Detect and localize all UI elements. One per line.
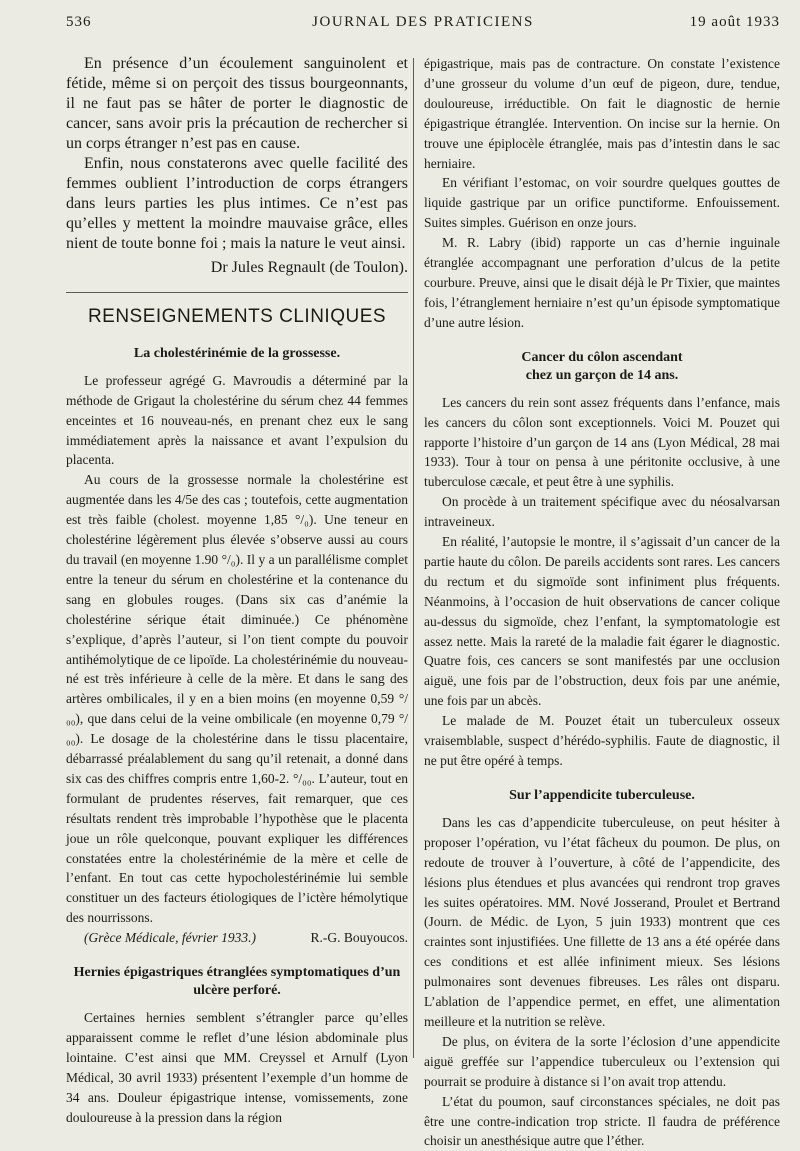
page-header [66, 14, 780, 38]
article-paragraph: Les cancers du rein sont assez fréquents dans l’enfance, mais les cancers du côlon sont exceptionnels. Voici M. Pouzet qui rapporte l’histoire d’un garçon de 14 ans (Lyon Médical, 28 mai 1933). Tour à tour on pensa à une péritonite occlusive, à une tuberculose cæcale, et peut être à une syphilis. [424, 394, 780, 490]
article-paragraph: Au cours de la grossesse normale la cholestérine est augmentée dans les 4/5e des cas ; toutefois, cette augmentation est très faible (cholest. moyenne 1,85 °/₀). Une teneur en cholestérine légèrement plus élevée s’observe aussi au cours du travail (en moyenne 1.90 °/₀). Il y a un parallélisme complet entre la teneur du sérum en cholestérine et la contenance du sang en globules rouges. (Dans six cas d’anémie la cholestérine sérique était diminuée.) Ce phénomène s’explique, d’après l’auteur, si l’on tient compte du pouvoir antihémolytique de ce lipoïde. La cholestérinémie du nouveau-né est très inférieure à celle de la mère. Et dans le sang des artères ombilicales, il y en a bien moins (en moyenne 0,59 °/₀₀), que dans celui de la veine ombilicale (en moyenne 0,79 °/₀₀). Le dosage de la cholestérine dans le tissu placentaire, débarrassé préalablement du sang qu’il retenait, a donné dans six cas des chiffres compris entre 1,60-2. °/₀₀. L’auteur, tout en formulant de prudentes réserves, fait remarquer, que ces résultats rendent très improbable l’hypothèse que le placenta joue un rôle quelconque, pouvant expliquer les différences constatées entre la cholestérinémie de la mère et celle de l’enfant. En tout cas cette hypocholestérinémie lui semble constituer un des facteurs étiologiques de l’ictère hémolytique des nourrissons. [66, 472, 408, 926]
page-number: 536 [66, 14, 92, 30]
title-line-2: chez un garçon de 14 ans. [525, 367, 679, 383]
intro-paragraph-1: En présence d’un écoulement sanguinolent et fétide, même si on perçoit des tissus bourgeonnants, il ne faut pas se hâter de porter le diagnostic de cancer, sans avoir pris la précaution de rechercher si un corps étranger n’est pas en cause. [66, 55, 408, 152]
issue-date: 19 août 1933 [689, 14, 780, 30]
article-title-cancer-colon [424, 349, 780, 385]
article-paragraph: Le professeur agrégé G. Mavroudis a déterminé par la méthode de Grigaut la cholestérine du sérum chez 44 femmes enceintes et 16 nouveau-nés, en prenant chez eux le sang immédiatement après la naissance et avant l’expulsion du placenta. [66, 372, 408, 468]
citation-source: (Grèce Médicale, février 1933.) [84, 930, 257, 946]
article-paragraph: Le malade de M. Pouzet était un tuberculeux osseux vraisemblable, suspect d’hérédo-syphilis. Faute de diagnostic, il ne put être opéré à temps. [424, 713, 780, 768]
journal-title: JOURNAL DES PRATICIENS [312, 14, 534, 30]
article-paragraph: En réalité, l’autopsie le montre, il s’agissait d’un cancer de la partie haute du côlon. De pareils accidents sont rares. Les cancers du rectum et du sigmoïde sont infiniment plus fréquents. Néanmoins, à l’occasion de huit observations de cancer colique au-dessus du sigmoïde, chez l’enfant, la symptomatologie est assez nette. Mais la rareté de la maladie fait égarer le diagnostic. Quatre fois, ces cancers se sont manifestés par une occlusion aiguë, une fois par de l’obstruction, deux fois par une anémie, une fois par un abcès. [424, 534, 780, 709]
article-paragraph: L’état du poumon, sauf circonstances spéciales, ne doit pas être une contre-indication trop stricte. Il faudra de préférence choisir un anesthésique autre que l’éther. [424, 1093, 780, 1149]
column-divider [413, 58, 414, 1058]
article-paragraph: Certaines hernies semblent s’étrangler parce qu’elles apparaissent comme le reflet d’une lésion abdominale plus lointaine. C’est ainsi que MM. Creyssel et Arnulf (Lyon Médical, 30 avril 1933) présentent l’exemple d’un homme de 34 ans. Douleur épigastrique intense, vomissements, zone douloureuse à la pression dans la région [66, 1010, 408, 1125]
right-column [424, 54, 780, 1151]
article-title-appendicite: Sur l’appendicite tuberculeuse. [509, 787, 695, 803]
article-paragraph: M. R. Labry (ibid) rapporte un cas d’hernie inguinale étranglée accompagnant une perforation d’ulcus de la petite courbure. Preuve, ainsi que le disait déjà le Pr Tixier, que maintes fois, l’étranglement herniaire n’est qu’un épisode symptomatique d’une autre lésion. [424, 235, 780, 330]
author-signature: Dr Jules Regnault (de Toulon). [210, 259, 408, 276]
article-paragraph: De plus, on évitera de la sorte l’éclosion d’une appendicite aiguë greffée sur l’appendice tuberculeux ou l’extension qui pourrait se produire à distance si l’on avait trop attendu. [424, 1033, 780, 1089]
section-title: RENSEIGNEMENTS CLINIQUES [87, 305, 387, 327]
article-paragraph: Dans les cas d’appendicite tuberculeuse, on peut hésiter à proposer l’opération, vu l’état fâcheux du poumon. De plus, on redoute de trouver à l’ouverture, à côté de l’appendicite, des lésions plus étendues et plus avancées qui rendront trop graves les suites opératoires. MM. Nové Josserand, Proulet et Bertrand (Journ. de Médic. de Lyon, 5 juin 1933) montrent que ces craintes sont injustifiées. Une fillette de 13 ans a été opérée dans ces conditions et est allée infiniment mieux. Ses lésions pulmonaires sont devenues fibreuses. Les râles ont disparu. L’ablation de l’appendice permet, en effet, une alimentation meilleure et la nutrition se relève. [424, 814, 780, 1029]
section-rule [66, 292, 408, 293]
article-title-cholesterinemie: La cholestérinémie de la grossesse. [133, 345, 341, 361]
title-line-1: Cancer du côlon ascendant [521, 349, 683, 365]
article-paragraph: On procède à un traitement spécifique avec du néosalvarsan intraveineux. [424, 494, 780, 530]
citation-author: R.-G. Bouyoucos. [310, 930, 408, 946]
article-paragraph: En vérifiant l’estomac, on voir sourdre quelques gouttes de liquide gastrique par un orifice punctiforme. Enfouissement. Suites simples. Guérison en onze jours. [424, 175, 780, 231]
article-citation [66, 928, 408, 948]
article-paragraph: épigastrique, mais pas de contracture. On constate l’existence d’une grosseur du volume d’un œuf de pigeon, dure, tendue, douloureuse, irréductible. On fait le diagnostic de hernie épigastrique étranglée. Intervention. On incise sur la hernie. On trouve une épiplocèle étranglée, mais pas d’intestin dans le sac herniaire. [424, 56, 780, 171]
intro-paragraph-2: Enfin, nous constaterons avec quelle facilité des femmes oublient l’introduction de corps étrangers dans leurs parties les plus intimes. Ce n’est pas qu’elles y mettent la moindre mauvaise grâce, elles nient de toute bonne foi ; mais la nature le veut ainsi. [66, 155, 408, 252]
article-title-hernies: Hernies épigastriques étranglées symptomatiques d’un ulcère perforé. [73, 965, 401, 999]
left-column [66, 54, 408, 1128]
